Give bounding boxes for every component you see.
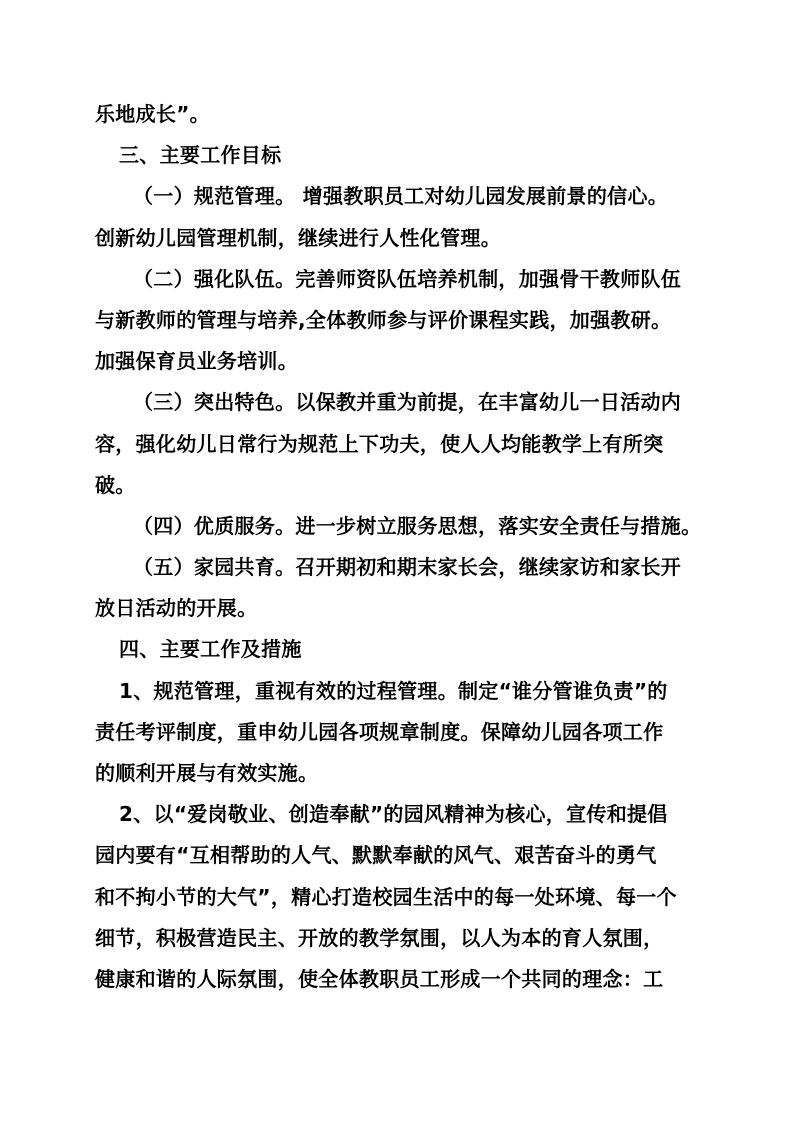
body-line: 和不拘小节的大气”，精心打造校园生活中的每一处环境、每一个 <box>95 884 677 909</box>
body-line: 与新教师的管理与培养,全体教师参与评价课程实践，加强教研。 <box>95 307 672 332</box>
body-line: 容，强化幼儿日常行为规范上下功夫，使人人均能教学上有所突 <box>95 431 664 456</box>
body-line: 健康和谐的人际氛围，使全体教职员工形成一个共同的理念：工 <box>95 966 664 991</box>
goal-item-3: （三）突出特色。以保教并重为前提，在丰富幼儿一日活动内 <box>133 390 682 415</box>
body-line: 乐地成长”。 <box>95 102 210 126</box>
goal-item-1: （一）规范管理。 增强教职员工对幼儿园发展前景的信心。 <box>133 184 669 209</box>
body-line: 创新幼儿园管理机制，继续进行人性化管理。 <box>95 225 501 250</box>
body-line: 放日活动的开展。 <box>95 596 258 621</box>
section-heading-3: 三、主要工作目标 <box>119 143 282 168</box>
body-line: 的顺利开展与有效实施。 <box>95 761 319 785</box>
section-heading-4: 四、主要工作及措施 <box>119 637 302 662</box>
body-line: 园内要有“互相帮助的人气、默默奉献的风气、艰苦奋斗的勇气 <box>95 843 657 868</box>
goal-item-5: （五）家园共育。召开期初和期末家长会，继续家访和家长开 <box>133 555 682 580</box>
body-line: 破。 <box>95 472 136 497</box>
document-body <box>95 94 705 1000</box>
measure-item-1: 1、规范管理，重视有效的过程管理。制定“谁分管谁负责”的 <box>119 678 668 703</box>
body-line: 责任考评制度，重申幼儿园各项规章制度。保障幼儿园各项工作 <box>95 719 664 744</box>
body-line: 加强保育员业务培训。 <box>95 349 298 374</box>
goal-item-4: （四）优质服务。进一步树立服务思想，落实安全责任与措施。 <box>133 513 702 538</box>
body-line: 细节，积极营造民主、开放的教学氛围，以人为本的育人氛围， <box>95 925 664 950</box>
goal-item-2: （二）强化队伍。完善师资队伍培养机制，加强骨干教师队伍 <box>133 266 682 291</box>
measure-item-2: 2、以“爱岗敬业、创造奉献”的园风精神为核心，宣传和提倡 <box>119 802 668 827</box>
